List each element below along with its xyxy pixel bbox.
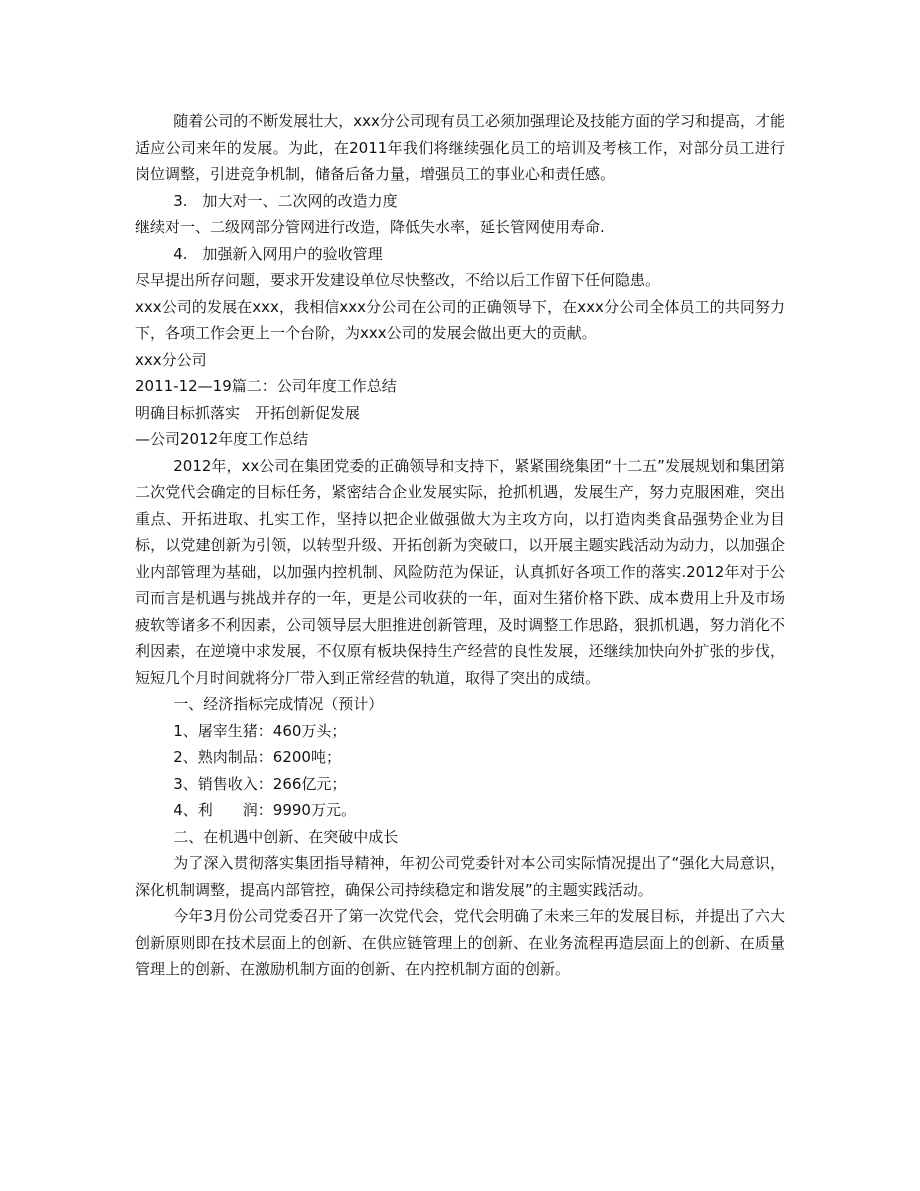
heading-economic-indicators: 一、经济指标完成情况（预计）	[173, 695, 384, 713]
list-item-profit: 4、利 润：9990万元。	[173, 801, 356, 819]
signature-company: xxx分公司	[135, 350, 207, 369]
signature-date-and-section-title: 2011-12—19篇二：公司年度工作总结	[135, 377, 397, 395]
list-item-sales-revenue: 3、销售收入：266亿元；	[173, 774, 347, 793]
paragraph-closing: xxx公司的发展在xxx，我相信xxx分公司在公司的正确领导下，在xxx分公司全体员工的共同努力下，各项工作会更上一个台阶，为xxx公司的发展会做出更大的贡献。	[135, 297, 785, 342]
report-subtitle: —公司2012年度工作总结	[135, 430, 309, 448]
paragraph-training: 随着公司的不断发展壮大，xxx分公司现有员工必须加强理论及技能方面的学习和提高，才能适应公司来年的发展。为此，在2011年我们将继续强化员工的培训及考核工作，对部分员工进行岗位调整，引进竞争机制，储备后备力量，增强员工的事业心和责任感。	[135, 112, 785, 183]
list-item-slaughter: 1、屠宰生猪：460万头；	[173, 721, 347, 740]
paragraph-network-renovation: 继续对一、二级网部分管网进行改造，降低失水率，延长管网使用寿命.	[135, 218, 605, 236]
paragraph-practice-activity: 为了深入贯彻落实集团指导精神，年初公司党委针对本公司实际情况提出了“强化大局意识，深化机制调整，提高内部管控，确保公司持续稳定和谐发展”的主题实践活动。	[135, 854, 785, 899]
paragraph-acceptance-management: 尽早提出所存问题，要求开发建设单位尽快整改，不给以后工作留下任何隐患。	[135, 271, 661, 289]
heading-network-renovation: 3. 加大对一、二次网的改造力度	[173, 191, 398, 210]
heading-acceptance-management: 4. 加强新入网用户的验收管理	[173, 244, 383, 263]
report-title: 明确目标抓落实 开拓创新促发展	[135, 403, 361, 422]
paragraph-2012-overview: 2012年，xx公司在集团党委的正确领导和支持下，紧紧围绕集团“十二五”发展规划和集团第二次党代会确定的目标任务，紧密结合企业发展实际，抢抓机遇，发展生产，努力克服困难，突出重点、开拓进取、扎实工作，坚持以把企业做强做大为主攻方向，以打造肉类食品强势企业为目标，以党建创新为引领，以转型升级、开拓创新为突破口，以开展主题实践活动为动力，以加强企业内部管理为基础，以加强内控机制、风险防范为保证，认真抓好各项工作的落实.2012年对于公司而言是机遇与挑战并存的一年，更是公司收获的一年，面对生猪价格下跌、成本费用上升及市场疲软等诸多不利因素，公司领导层大胆推进创新管理，及时调整工作思路，狠抓机遇，努力消化不利因素，在逆境中求发展，不仅原有板块保持生产经营的良性发展，还继续加快向外扩张的步伐，短短几个月时间就将分厂带入到正常经营的轨道，取得了突出的成绩。	[135, 456, 785, 687]
heading-innovation-growth: 二、在机遇中创新、在突破中成长	[173, 827, 399, 846]
paragraph-party-congress: 今年3月份公司党委召开了第一次党代会，党代会明确了未来三年的发展目标，并提出了六大创新原则即在技术层面上的创新、在供应链管理上的创新、在业务流程再造层面上的创新、在质量管理上的创新、在激励机制方面的创新、在内控机制方面的创新。	[135, 907, 785, 978]
document-body	[135, 108, 785, 983]
list-item-cooked-meat: 2、熟肉制品：6200吨；	[173, 748, 341, 766]
